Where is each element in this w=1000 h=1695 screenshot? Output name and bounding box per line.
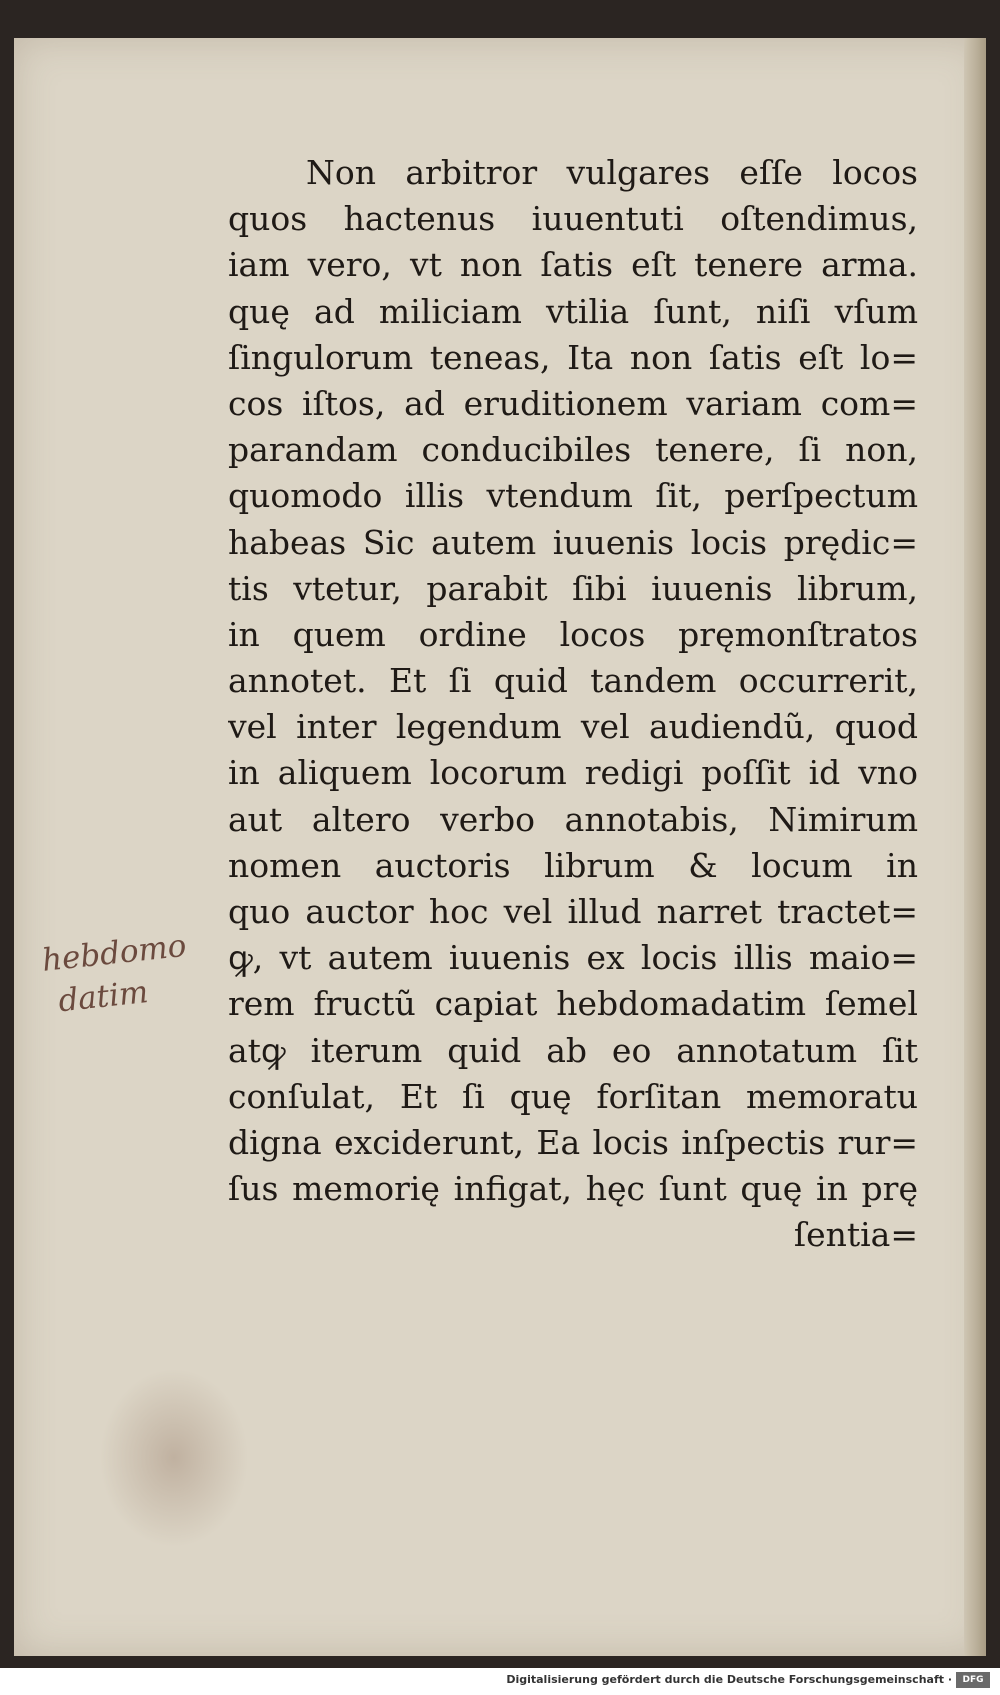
- text-line: Non arbitror vulgares eſſe locos: [306, 153, 918, 192]
- text-line: quomodo illis vtendum ſit, perſpectum: [228, 476, 918, 516]
- dfg-logo: DFG: [956, 1672, 990, 1688]
- text-line: in quem ordine locos pręmonſtratos: [228, 614, 918, 654]
- funding-notice: Digitalisierung gefördert durch die Deutsche Forschungsgemeinschaft ·: [506, 1673, 952, 1686]
- page-edge: [964, 38, 986, 1656]
- text-line: quę ad miliciam vtilia ſunt, niſi vſum: [228, 291, 918, 331]
- handwritten-margin-note: [40, 922, 218, 1023]
- text-line: ſus memorię infigat, hęc ſunt quę in prę: [228, 1169, 918, 1209]
- text-line: aut altero verbo annotabis, Nimirum: [228, 799, 918, 839]
- text-line: nomen auctoris librum & locum in: [228, 845, 918, 885]
- text-line: tis vtetur, parabit ſibi iuuenis librum,: [228, 568, 918, 608]
- text-line: cos iſtos, ad eruditionem variam com=: [228, 383, 918, 423]
- text-line: ꝙ, vt autem iuuenis ex locis illis maio=: [228, 938, 918, 978]
- page-stain: [99, 1368, 249, 1548]
- main-text-block: [228, 150, 918, 1259]
- text-line: parandam conducibiles tenere, ſi non,: [228, 430, 918, 470]
- text-line: quos hactenus iuuentuti oſtendimus,: [228, 199, 918, 239]
- margin-note-line: hebdomo: [40, 927, 189, 979]
- text-line: digna exciderunt, Ea locis inſpectis rur=: [228, 1122, 918, 1162]
- text-line: habeas Sic autem iuuenis locis prędic=: [228, 522, 918, 562]
- text-line: quo auctor hoc vel illud narret tractet=: [228, 892, 918, 931]
- text-line: iam vero, vt non ſatis eſt tenere arma.: [228, 245, 918, 285]
- catchword: ſentia=: [793, 1215, 918, 1255]
- text-line: ſingulorum teneas, Ita non ſatis eſt lo=: [228, 337, 918, 377]
- text-line: atꝙ iterum quid ab eo annotatum ſit: [228, 1030, 918, 1070]
- text-line: annotet. Et ſi quid tandem occurrerit,: [228, 661, 918, 701]
- margin-note-line: datim: [56, 974, 151, 1020]
- text-line: vel inter legendum vel audiendũ, quod: [228, 707, 918, 747]
- text-line: in aliquem locorum redigi poſſit id vno: [228, 753, 918, 793]
- text-line: rem fructũ capiat hebdomadatim ſemel: [228, 984, 918, 1024]
- footer-bar: [0, 1668, 1000, 1695]
- text-line: conſulat, Et ſi quę forſitan memoratu: [228, 1076, 918, 1116]
